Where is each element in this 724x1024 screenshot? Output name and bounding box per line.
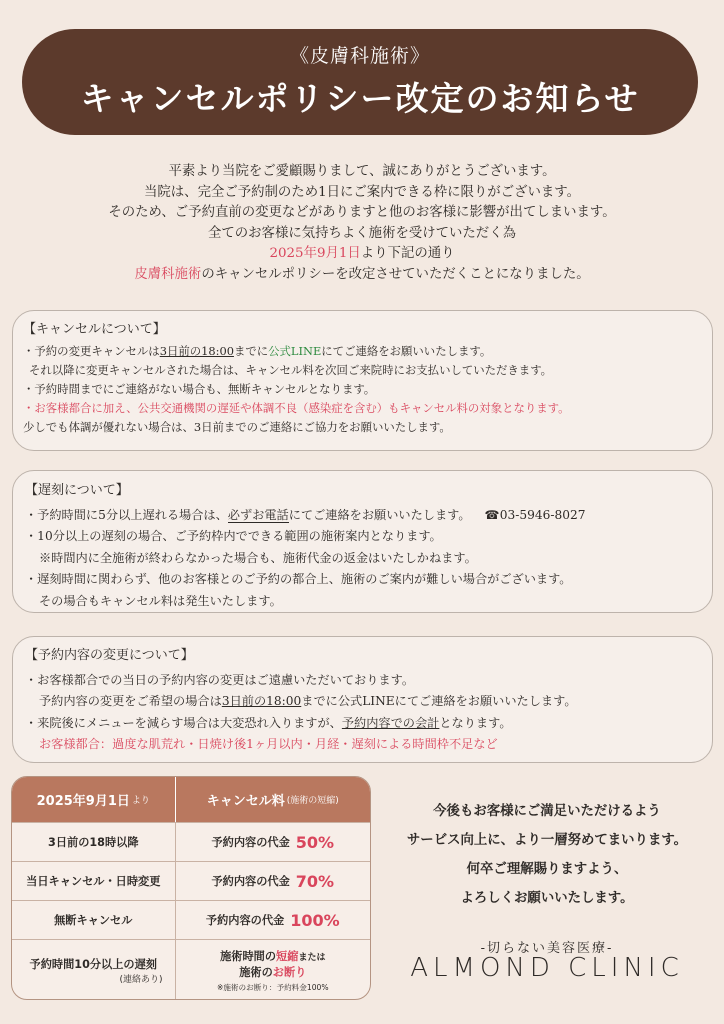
header-text: キャンセル料 [206,794,285,809]
header-text: 2025年9月1日 [36,794,130,809]
banner-subtitle: 《皮膚科施術》 [289,45,430,67]
text-span: となります。 [439,715,512,730]
billing-text: 予約内容での会計 [341,715,440,730]
intro-text [0,162,724,285]
cancel-section [12,310,713,451]
section-heading: 【予約内容の変更について】 [25,648,194,663]
section-heading: 【キャンセルについて】 [23,322,166,337]
text-span: ・予約の変更キャンセルは [23,344,160,358]
policy-line: ・お客様都合での当日の予約内容の変更はご遠慮いただいております。 [25,672,415,687]
text-span: までに [233,344,269,358]
policy-line: ・遅刻時間に関わらず、他のお客様とのご予約の都合上、施術のご案内が難しい場合がございます。 [25,572,572,586]
closing-line: サービス向上に、より一層努めてまいります。 [406,833,688,848]
cancellation-fee-table [11,776,371,1000]
header-date [12,777,175,822]
policy-line: その場合もキャンセル料は発生いたします。 [39,593,282,608]
fee-note: ※施術のお断り：予約料金100% [216,982,329,992]
fee-text: 予約内容の代金 [205,914,285,927]
policy-line: 少しでも体調が優れない場合は、3日前までのご連絡にご協力をお願いいたします。 [23,420,451,434]
row-fee [175,823,370,861]
fee-text: 予約内容の代金 [211,836,290,849]
row-fee [175,901,370,939]
brand-tagline: -切らない美容医療- [480,941,614,956]
policy-line: ・10分以上の遅刻の場合、ご予約枠内でできる範囲の施術案内となります。 [25,529,442,543]
policy-line-highlight: お客様都合：過度な肌荒れ・日焼け後1ヶ月以内・月経・遅刻による時間枠不足など [39,737,498,751]
text-span: にてご連絡をお願いいたします。 [321,344,492,358]
phone-required-text: 必ずお電話 [227,507,289,522]
closing-line: 何卒ご理解賜りますよう、 [466,862,628,877]
closing-line: 今後もお客様にご満足いただけるよう [433,804,661,819]
intro-line: 平素より当院をご愛顧賜りまして、誠にありがとうございます。 [168,164,556,179]
fee-text: 予約内容の代金 [211,875,290,888]
policy-line: それ以降に変更キャンセルされた場合は、キャンセル料を次回ご来院時にお支払いしていただきます。 [29,363,553,377]
text-span: 施術時間の [220,949,277,963]
header-small: (施術の短縮) [286,796,339,806]
text-span: ・来院後にメニューを減らす場合は大変恐れ入りますが、 [25,715,342,730]
intro-line: 全てのお客様に気持ちよく施術を受けていただく為 [208,225,516,241]
fee-percent: 100% [290,910,340,930]
late-label: 予約時間10分以上の遅刻 [29,957,157,971]
intro-line [0,265,724,286]
header-banner [22,29,698,135]
intro-text-span: のキャンセルポリシーを改定させていただくことになりました。 [201,266,590,282]
fee-line [239,964,306,980]
row-label: 当日キャンセル・日時変更 [26,875,161,888]
policy-line [25,505,702,527]
intro-line [0,244,724,265]
text-span: または [298,952,326,963]
table-row [12,900,370,939]
effective-date: 2025年9月1日 [269,246,361,261]
fee-line [220,948,325,964]
line-contact-text: 公式LINE [268,344,322,358]
header-fee [175,777,370,822]
policy-line-highlight: ・お客様都合に加え、公共交通機関の遅延や体調不良（感染症を含む）もキャンセル料の対象となります。 [23,401,570,415]
clinic-logo: ALMOND CLINIC [410,953,684,983]
policy-line: ※時間内に全施術が終わらなかった場合も、施術代金の返金はいたしかねます。 [39,550,477,565]
row-fee [175,940,370,1000]
phone-number[interactable]: ☎03-5946-8027 [484,507,586,522]
deadline-text: 3日前の18:00 [221,694,302,708]
text-span: 予約内容の変更をご希望の場合は [39,694,222,708]
closing-line: よろしくお願いいたします。 [460,891,634,906]
text-span: 施術の [239,965,273,979]
policy-line: ・予約時間までにご連絡がない場合も、無断キャンセルとなります。 [23,382,376,396]
row-label: 3日前の18時以降 [48,836,139,849]
late-section [12,470,713,613]
row-label: 無断キャンセル [54,914,133,927]
header-small: より [131,796,150,806]
table-header [12,777,370,822]
policy-line [25,691,702,713]
table-row [12,822,370,861]
intro-text-span: より下記の通り [360,246,455,261]
text-span: にてご連絡をお願いいたします。 [288,507,471,522]
closing-message [372,797,722,913]
row-label [12,940,175,1000]
shorten-text: 短縮 [276,949,299,963]
banner-title: キャンセルポリシー改定のお知らせ [80,79,640,118]
text-span: までに公式LINEにてご連絡をお願いいたします。 [301,694,577,708]
late-sublabel: (連絡あり) [119,974,163,985]
treatment-category: 皮膚科施術 [134,266,202,282]
policy-line [25,713,702,735]
refuse-text: お断り [272,965,307,979]
fee-percent: 50% [295,832,335,852]
section-heading: 【遅刻について】 [25,483,129,498]
deadline-text: 3日前の18:00 [159,344,234,358]
fee-percent: 70% [295,871,335,891]
table-row [12,939,370,1000]
intro-line: 当院は、完全ご予約制のため1日にご案内できる枠に限りがございます。 [144,184,580,200]
row-fee [175,862,370,900]
text-span: ・予約時間に5分以上遅れる場合は、 [25,507,228,522]
table-row [12,861,370,900]
intro-line: そのため、ご予約直前の変更などがありますと他のお客様に影響が出てしまいます。 [108,205,616,220]
policy-line [23,342,702,361]
change-section [12,636,713,763]
